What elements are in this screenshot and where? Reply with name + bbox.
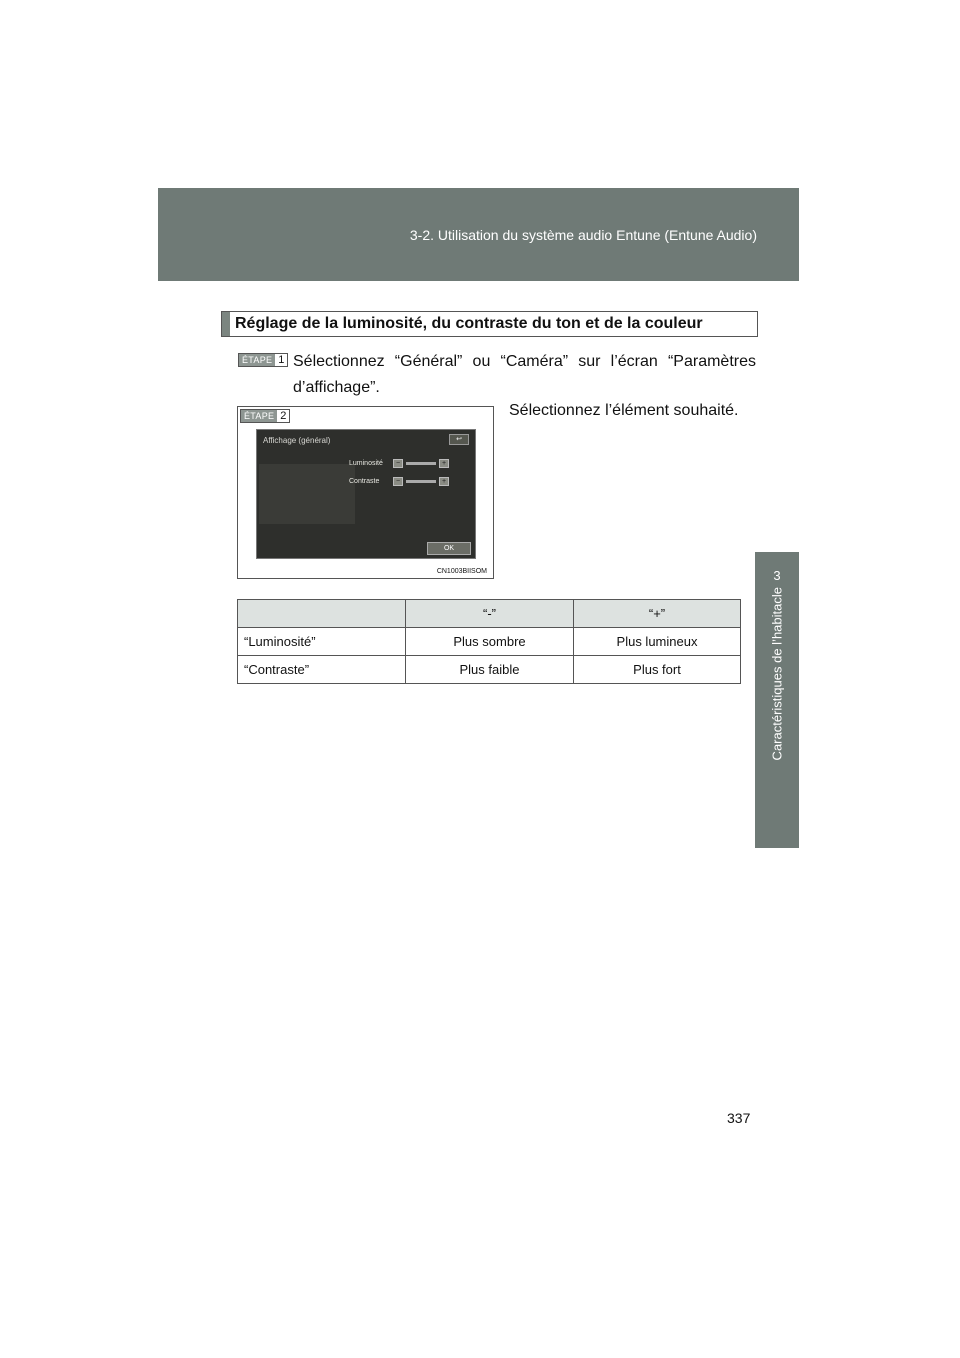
table-header-cell: “+”: [574, 600, 741, 628]
table-header-cell: [238, 600, 406, 628]
step-1-text: Sélectionnez “Général” ou “Caméra” sur l’écran “Paramètres d’affichage”.: [293, 353, 756, 396]
brightness-track: [406, 462, 436, 465]
table-cell: Plus faible: [406, 656, 574, 684]
step-badge-label: ÉTAPE: [239, 354, 275, 366]
step-2-badge: [240, 409, 290, 423]
screen-title: Affichage (général): [263, 436, 331, 445]
table-row: [238, 628, 741, 656]
back-icon[interactable]: ↩: [449, 434, 469, 445]
brightness-plus-button[interactable]: +: [439, 459, 449, 468]
figure-code: CN1003BIISOM: [436, 568, 487, 575]
display-settings-figure: [237, 406, 494, 579]
page-number: 337: [727, 1110, 751, 1126]
chapter-side-tab: [755, 552, 799, 848]
contrast-minus-button[interactable]: −: [393, 477, 403, 486]
table-cell: Plus fort: [574, 656, 741, 684]
contrast-control: [393, 477, 449, 486]
table-header-row: [238, 600, 741, 628]
table-cell: Plus lumineux: [574, 628, 741, 656]
section-heading: [221, 311, 758, 337]
section-title: Réglage de la luminosité, du contraste du ton et de la couleur: [235, 315, 703, 332]
brightness-control: [393, 459, 449, 468]
table-row: [238, 656, 741, 684]
ok-button[interactable]: OK: [427, 542, 471, 555]
section-accent-bar: [222, 312, 230, 336]
sample-preview: [259, 464, 355, 524]
table-cell: Plus sombre: [406, 628, 574, 656]
step-badge-number: 1: [275, 354, 287, 366]
step-1-badge: [238, 353, 288, 367]
step-2-text: Sélectionnez l’élément souhaité.: [509, 402, 739, 419]
chapter-label: Caractéristiques de l’habitacle: [769, 587, 785, 761]
step-badge-number: 2: [277, 410, 289, 422]
brightness-label: Luminosité: [349, 460, 383, 467]
brightness-minus-button[interactable]: −: [393, 459, 403, 468]
step-badge-label: ÉTAPE: [241, 410, 277, 422]
adjustment-table: [237, 599, 741, 684]
contrast-plus-button[interactable]: +: [439, 477, 449, 486]
header-bar: [158, 188, 799, 281]
display-settings-screen: [256, 429, 476, 559]
table-cell: “Contraste”: [238, 656, 406, 684]
table-header-cell: “-”: [406, 600, 574, 628]
chapter-number: 3: [773, 568, 781, 583]
table-cell: “Luminosité”: [238, 628, 406, 656]
chapter-title: 3-2. Utilisation du système audio Entune (Entune Audio): [409, 227, 757, 243]
contrast-label: Contraste: [349, 478, 380, 485]
contrast-track: [406, 480, 436, 483]
